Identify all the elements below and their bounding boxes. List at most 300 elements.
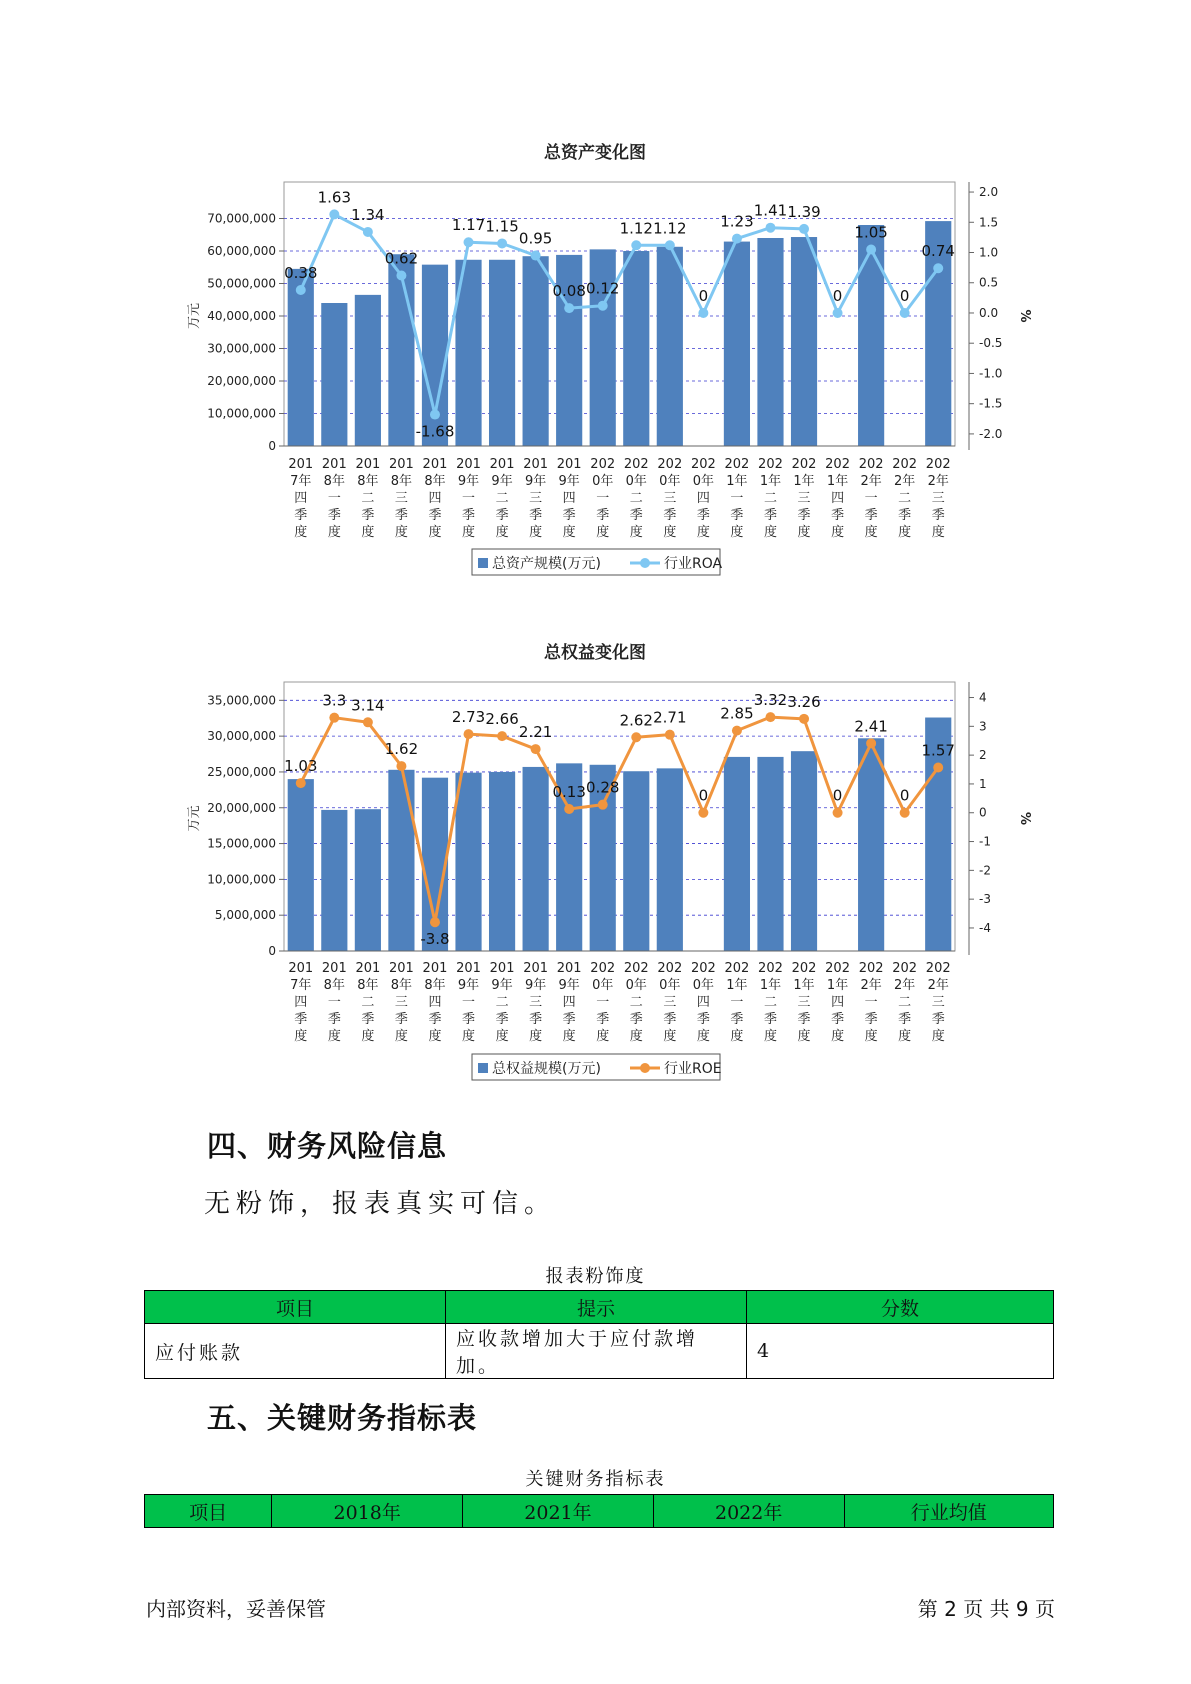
data-label: 1.63	[317, 188, 352, 207]
line-point	[765, 223, 775, 233]
category-label: 季	[495, 508, 509, 523]
left-axis-label: 万元	[187, 302, 202, 330]
category-label: 度	[596, 525, 610, 540]
category-label: 1年	[793, 474, 815, 489]
data-label: 1.39	[787, 202, 821, 221]
category-label: 202	[825, 961, 850, 976]
data-label: 0	[899, 286, 910, 305]
data-label: 3.3	[322, 691, 347, 710]
category-label: 度	[797, 525, 811, 540]
category-label: 1年	[759, 978, 782, 993]
category-label: 度	[696, 525, 710, 540]
line-point	[900, 308, 910, 318]
category-label: 8年	[390, 978, 413, 993]
bar	[757, 757, 783, 951]
left-tick-label: 35,000,000	[207, 693, 276, 708]
category-label: 0年	[625, 978, 647, 993]
left-tick-label: 5,000,000	[214, 908, 276, 923]
left-tick-label: 25,000,000	[207, 764, 276, 779]
category-label: 度	[428, 525, 442, 540]
category-label: 8年	[323, 474, 345, 489]
category-label: 0年	[592, 474, 614, 489]
category-label: 度	[462, 525, 476, 540]
line-point	[866, 738, 876, 748]
right-tick-label: -2.0	[979, 426, 1003, 441]
footer-page-number: 第 2 页 共 9 页	[917, 1597, 1055, 1621]
data-label: 3.14	[351, 696, 385, 715]
category-label: 度	[663, 525, 677, 540]
category-label: 季	[831, 1012, 845, 1027]
category-label: 三	[931, 491, 945, 506]
category-label: 季	[629, 508, 643, 523]
header-item: 项目	[145, 1495, 272, 1528]
line-point	[329, 713, 339, 723]
left-tick-label: 20,000,000	[207, 800, 276, 815]
data-label: 1.12	[619, 219, 653, 238]
category-label: 季	[696, 1012, 710, 1027]
right-tick-label: 0	[979, 805, 987, 820]
category-label: 202	[623, 961, 649, 976]
category-label: 四	[428, 491, 442, 506]
category-label: 201	[288, 961, 314, 976]
category-label: 201	[355, 961, 381, 976]
line-point	[900, 808, 910, 818]
data-label: 0	[832, 286, 843, 305]
category-label: 三	[663, 995, 677, 1010]
category-label: 9年	[491, 474, 513, 489]
category-label: 度	[596, 1029, 610, 1044]
table-header-row	[145, 1291, 1054, 1324]
category-label: 季	[730, 1012, 744, 1027]
category-label: 季	[428, 508, 442, 523]
category-label: 季	[394, 508, 408, 523]
right-tick-label: 0.5	[979, 275, 999, 290]
category-label: 二	[763, 491, 777, 506]
bar	[355, 295, 381, 446]
category-label: 度	[327, 1029, 341, 1044]
table-row	[145, 1324, 1054, 1379]
category-label: 二	[361, 995, 375, 1010]
right-tick-label: -1.5	[979, 396, 1003, 411]
chart-title: 总权益变化图	[544, 643, 646, 663]
category-label: 度	[294, 1029, 308, 1044]
right-tick-label: 3	[979, 719, 987, 734]
data-label: 0.08	[552, 282, 586, 301]
data-label: 1.57	[921, 741, 955, 760]
category-label: 二	[495, 995, 509, 1010]
left-tick-label: 0	[268, 439, 276, 453]
category-label: 季	[696, 508, 710, 523]
line-point	[799, 714, 809, 724]
left-tick-label: 40,000,000	[207, 309, 276, 323]
category-label: 季	[327, 508, 341, 523]
category-label: 四	[831, 995, 845, 1010]
data-label: 2.21	[518, 723, 553, 742]
key-indicator-table-caption: 关键财务指标表	[525, 1469, 666, 1490]
right-tick-label: -4	[979, 920, 991, 935]
category-label: 1年	[726, 978, 748, 993]
category-label: 度	[428, 1029, 442, 1044]
right-tick-label: 2.0	[979, 185, 999, 200]
category-label: 202	[590, 457, 616, 472]
category-label: 三	[529, 995, 543, 1010]
category-label: 一	[596, 995, 610, 1010]
left-tick-label: 50,000,000	[207, 276, 276, 291]
data-label: 0	[899, 786, 910, 805]
data-label: 0	[698, 786, 709, 805]
category-label: 201	[523, 457, 549, 472]
category-label: 2年	[927, 474, 949, 489]
line-point	[665, 730, 675, 740]
chart-title: 总资产变化图	[544, 143, 646, 163]
data-label: -3.8	[420, 930, 450, 949]
category-label: 1年	[793, 978, 815, 993]
bar	[321, 303, 347, 446]
category-label: 三	[931, 995, 945, 1010]
category-label: 201	[422, 961, 448, 976]
data-label: 0.38	[284, 264, 318, 282]
category-label: 0年	[592, 978, 614, 993]
data-label: 0.95	[518, 229, 553, 248]
category-label: 度	[394, 525, 408, 540]
category-label: 202	[657, 961, 683, 976]
cell-hint: 应收款增加大于应付款增加。	[446, 1324, 747, 1379]
category-label: 201	[321, 961, 347, 976]
right-tick-label: -0.5	[979, 336, 1003, 351]
category-label: 季	[763, 1012, 777, 1027]
category-label: 202	[657, 457, 683, 472]
category-label: 季	[327, 1012, 341, 1027]
category-label: 二	[763, 995, 777, 1010]
data-label: 1.15	[485, 217, 519, 236]
category-label: 一	[596, 491, 610, 506]
line-point	[799, 224, 809, 234]
data-label: 2.41	[854, 717, 888, 736]
line-point	[665, 240, 675, 250]
line-point	[598, 301, 608, 311]
category-label: 202	[791, 457, 817, 472]
line-point	[933, 263, 943, 273]
category-label: 201	[556, 457, 582, 472]
legend-line-marker	[640, 1063, 650, 1073]
bar	[388, 254, 414, 446]
category-label: 季	[361, 1012, 375, 1027]
category-label: 度	[361, 525, 375, 540]
category-label: 7年	[290, 474, 312, 489]
data-label: 0	[698, 286, 709, 305]
header-score: 分数	[747, 1291, 1054, 1324]
data-label: 1.03	[284, 757, 318, 776]
data-label: 2.66	[485, 710, 519, 729]
right-tick-label: 1.0	[979, 245, 999, 260]
category-label: 度	[864, 525, 878, 540]
key-indicator-table	[144, 1494, 1054, 1528]
category-label: 7年	[290, 978, 312, 993]
category-label: 二	[898, 491, 912, 506]
line-point	[698, 808, 708, 818]
line-point	[631, 732, 641, 742]
section5-heading: 五、关键财务指标表	[207, 1401, 478, 1435]
data-label: 0.74	[921, 242, 955, 261]
total-assets-chart	[0, 140, 1191, 590]
category-label: 季	[864, 1012, 878, 1027]
section4-body: 无粉饰，报表真实可信。	[204, 1189, 557, 1219]
category-label: 四	[562, 491, 576, 506]
category-label: 度	[898, 525, 912, 540]
category-label: 四	[696, 491, 710, 506]
category-label: 0年	[659, 978, 681, 993]
left-tick-label: 20,000,000	[207, 374, 276, 388]
category-label: 三	[797, 491, 811, 506]
category-label: 201	[321, 457, 347, 472]
category-label: 0年	[692, 474, 715, 489]
category-label: 度	[763, 1029, 777, 1044]
category-label: 度	[529, 1029, 543, 1044]
line-point	[564, 303, 574, 313]
category-label: 季	[831, 508, 845, 523]
left-tick-label: 30,000,000	[207, 729, 276, 744]
category-label: 四	[294, 995, 308, 1010]
line-point	[732, 234, 742, 244]
category-label: 9年	[524, 978, 547, 993]
category-label: 202	[858, 961, 884, 976]
total-equity-chart	[0, 640, 1191, 1100]
data-label: 3.32	[753, 691, 788, 710]
category-label: 201	[389, 457, 414, 472]
data-label: 0.13	[552, 782, 586, 801]
bar	[288, 269, 314, 446]
category-label: 季	[898, 1012, 912, 1027]
right-tick-label: 2	[979, 748, 987, 763]
total-equity-chart-svg	[0, 640, 1191, 1100]
bar	[489, 260, 515, 446]
category-label: 8年	[357, 474, 379, 489]
bar	[523, 767, 549, 951]
fraud-table-caption: 报表粉饰度	[545, 1266, 646, 1287]
category-label: 季	[562, 1012, 576, 1027]
left-tick-label: 0	[268, 944, 276, 958]
line-point	[531, 251, 541, 261]
category-label: 二	[495, 491, 509, 506]
left-tick-label: 10,000,000	[207, 872, 276, 887]
data-label: 2.73	[451, 708, 486, 727]
line-point	[732, 726, 742, 736]
category-label: 季	[462, 508, 476, 523]
data-label: 1.12	[653, 219, 687, 238]
data-label: 1.05	[854, 223, 888, 242]
category-label: 季	[596, 508, 610, 523]
category-label: 度	[529, 525, 543, 540]
total-assets-chart-svg	[0, 140, 1191, 590]
category-label: 202	[690, 457, 716, 472]
header-2022: 2022年	[653, 1495, 844, 1528]
line-point	[363, 227, 373, 237]
category-label: 季	[931, 1012, 945, 1027]
category-label: 202	[925, 457, 951, 472]
line-point	[430, 917, 440, 927]
legend-bar-swatch	[478, 1063, 488, 1073]
category-label: 季	[629, 1012, 643, 1027]
category-label: 度	[931, 525, 945, 540]
category-label: 201	[456, 961, 481, 976]
category-label: 四	[562, 995, 576, 1010]
bar	[288, 779, 314, 951]
category-label: 0年	[659, 474, 681, 489]
category-label: 二	[361, 491, 375, 506]
line-point	[598, 800, 608, 810]
table-header-row	[145, 1495, 1054, 1528]
line-point	[396, 761, 406, 771]
category-label: 度	[831, 1029, 845, 1044]
category-label: 202	[590, 961, 616, 976]
bar	[791, 751, 817, 951]
bar	[355, 809, 381, 951]
category-label: 二	[629, 491, 643, 506]
data-label: 1.17	[451, 216, 486, 235]
category-label: 201	[389, 961, 414, 976]
category-label: 0年	[692, 978, 715, 993]
category-label: 201	[288, 457, 314, 472]
category-label: 202	[925, 961, 951, 976]
right-tick-label: 0.0	[979, 305, 999, 320]
category-label: 季	[394, 1012, 408, 1027]
category-label: 一	[327, 995, 341, 1010]
category-label: 度	[361, 1029, 375, 1044]
category-label: 度	[730, 1029, 744, 1044]
category-label: 季	[898, 508, 912, 523]
category-label: 四	[696, 995, 710, 1010]
category-label: 2年	[927, 978, 949, 993]
right-tick-label: 4	[979, 690, 987, 705]
category-label: 三	[529, 491, 543, 506]
category-label: 季	[529, 508, 543, 523]
category-label: 四	[294, 491, 308, 506]
line-point	[765, 712, 775, 722]
category-label: 201	[456, 457, 481, 472]
line-point	[497, 238, 507, 248]
category-label: 2年	[860, 978, 882, 993]
category-label: 季	[462, 1012, 476, 1027]
category-label: 8年	[390, 474, 413, 489]
category-label: 度	[931, 1029, 945, 1044]
category-label: 1年	[826, 474, 849, 489]
line-point	[933, 763, 943, 773]
left-tick-label: 15,000,000	[207, 836, 276, 851]
category-label: 1年	[759, 474, 782, 489]
category-label: 201	[355, 457, 381, 472]
category-label: 季	[596, 1012, 610, 1027]
category-label: 季	[730, 508, 744, 523]
right-tick-label: -1	[979, 834, 991, 849]
fraud-table	[144, 1290, 1054, 1379]
category-label: 度	[294, 525, 308, 540]
bar	[657, 768, 683, 951]
category-label: 202	[858, 457, 884, 472]
category-label: 度	[797, 1029, 811, 1044]
category-label: 2年	[860, 474, 882, 489]
category-label: 三	[663, 491, 677, 506]
category-label: 季	[763, 508, 777, 523]
category-label: 度	[394, 1029, 408, 1044]
data-label: 1.23	[720, 212, 754, 231]
category-label: 季	[797, 508, 811, 523]
header-2018: 2018年	[272, 1495, 463, 1528]
category-label: 8年	[424, 474, 446, 489]
category-label: 一	[462, 491, 476, 506]
category-label: 9年	[491, 978, 513, 993]
category-label: 202	[724, 961, 750, 976]
category-label: 202	[892, 457, 918, 472]
category-label: 二	[629, 995, 643, 1010]
category-label: 季	[529, 1012, 543, 1027]
category-label: 1年	[726, 474, 748, 489]
right-tick-label: 1	[979, 776, 987, 791]
line-point	[296, 778, 306, 788]
category-label: 四	[831, 491, 845, 506]
category-label: 2年	[894, 474, 916, 489]
category-label: 9年	[457, 978, 480, 993]
category-label: 一	[462, 995, 476, 1010]
right-tick-label: 1.5	[979, 215, 999, 230]
data-label: 3.26	[787, 692, 821, 711]
bar	[321, 810, 347, 951]
category-label: 201	[556, 961, 582, 976]
category-label: 一	[327, 491, 341, 506]
bar	[455, 773, 481, 951]
category-label: 1年	[826, 978, 849, 993]
category-label: 8年	[357, 978, 379, 993]
category-label: 9年	[558, 978, 580, 993]
line-point	[497, 731, 507, 741]
category-label: 202	[724, 457, 750, 472]
header-hint: 提示	[446, 1291, 747, 1324]
bar	[858, 225, 884, 446]
category-label: 8年	[424, 978, 446, 993]
bar	[657, 247, 683, 446]
line-point	[833, 308, 843, 318]
bar	[388, 770, 414, 951]
category-label: 202	[791, 961, 817, 976]
category-label: 二	[898, 995, 912, 1010]
category-label: 季	[294, 508, 308, 523]
header-item: 项目	[145, 1291, 446, 1324]
line-point	[833, 808, 843, 818]
left-tick-label: 70,000,000	[207, 211, 276, 226]
right-axis-label: %	[1017, 811, 1032, 826]
bar	[724, 242, 750, 446]
category-label: 202	[758, 961, 783, 976]
category-label: 一	[730, 491, 744, 506]
right-tick-label: -3	[979, 892, 991, 907]
right-tick-label: -2	[979, 863, 991, 878]
category-label: 度	[831, 525, 845, 540]
line-point	[531, 744, 541, 754]
section4-heading: 四、财务风险信息	[207, 1129, 448, 1163]
category-label: 三	[797, 995, 811, 1010]
left-axis-label: 万元	[187, 805, 202, 832]
category-label: 四	[428, 995, 442, 1010]
category-label: 季	[428, 1012, 442, 1027]
data-label: 2.85	[720, 704, 754, 723]
category-label: 度	[629, 525, 643, 540]
category-label: 202	[623, 457, 649, 472]
category-label: 度	[327, 525, 341, 540]
category-label: 一	[730, 995, 744, 1010]
right-tick-label: -1.0	[979, 366, 1003, 381]
header-industry-avg: 行业均值	[844, 1495, 1053, 1528]
category-label: 度	[663, 1029, 677, 1044]
cell-score: 4	[747, 1324, 1054, 1379]
